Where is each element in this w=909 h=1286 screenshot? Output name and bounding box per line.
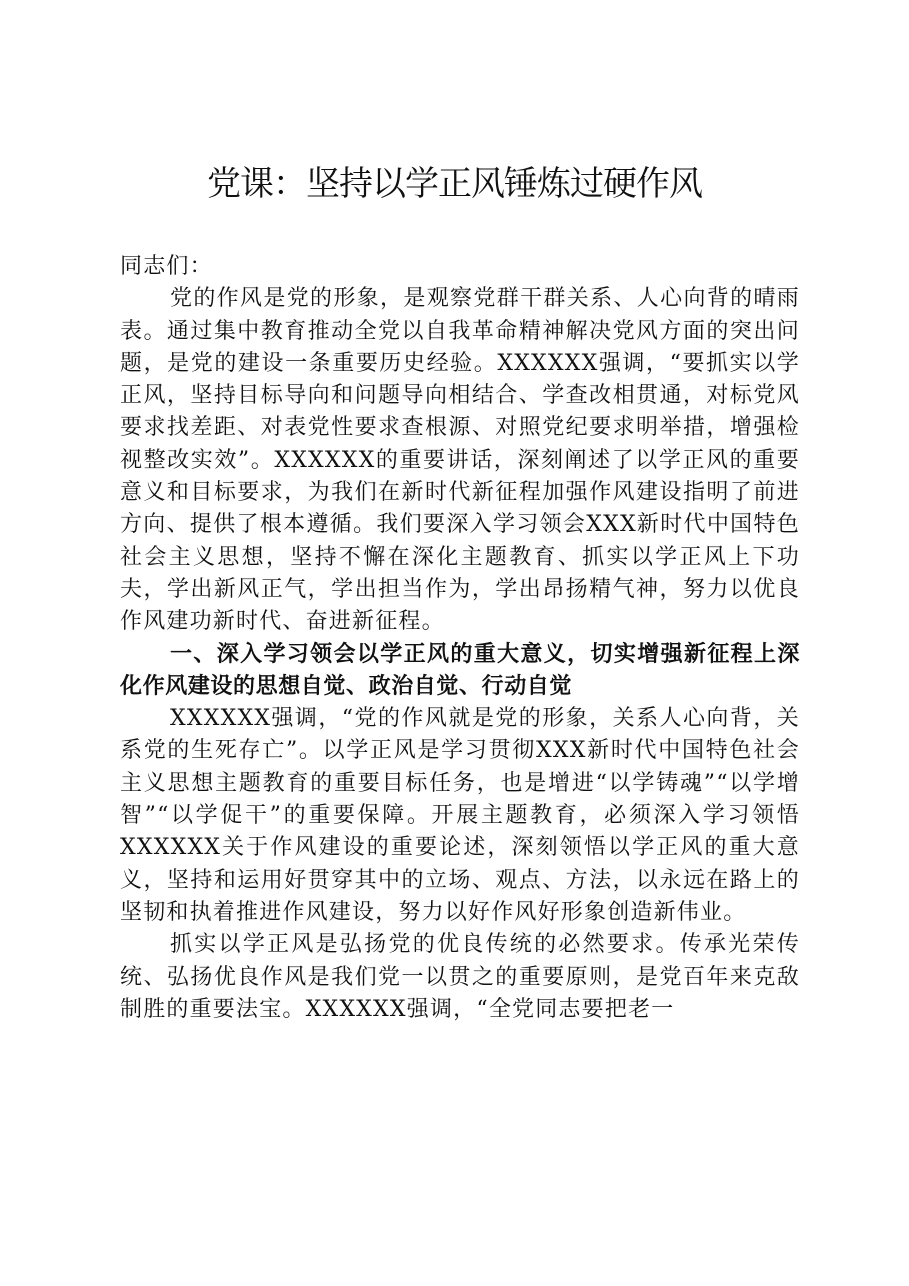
paragraph: XXXXXX强调，“党的作风就是党的形象，关系人心向背，关系党的生死存亡”。以学正风是学习贯彻XXX新时代中国特色社会主义思想主题教育的重要目标任务，也是增进“以学铸魂”“以学增智”“以学促干”的重要保障。开展主题教育，必须深入学习领悟XXXXXX关于作风建设的重要论述，深刻领悟以学正风的重大意义，坚持和运用好贯穿其中的立场、观点、方法，以永远在路上的坚韧和执着推进作风建设，努力以好作风好形象创造新伟业。 xyxy=(120,706,800,925)
document-body xyxy=(120,251,800,1026)
salutation: 同志们： xyxy=(120,254,213,279)
document-title: 党课：坚持以学正风锤炼过硬作风 xyxy=(207,164,702,204)
paragraph: 党的作风是党的形象，是观察党群干群关系、人心向背的晴雨表。通过集中教育推动全党以自我革命精神解决党风方面的突出问题，是党的建设一条重要历史经验。XXXXXX强调，“要抓实以学正风，坚持目标导向和问题导向相结合、学查改相贯通，对标党风要求找差距、对表党性要求查根源、对照党纪要求明举措，增强检视整改实效”。XXXXXX的重要讲话，深刻阐述了以学正风的重要意义和目标要求，为我们在新时代新征程加强作风建设指明了前进方向、提供了根本遵循。我们要深入学习领会XXX新时代中国特色社会主义思想，坚持不懈在深化主题教育、抓实以学正风上下功夫，学出新风正气，学出担当作为，学出昂扬精气神，努力以优良作风建功新时代、奋进新征程。 xyxy=(120,286,800,635)
section-heading: 一、深入学习领会以学正风的重大意义，切实增强新征程上深化作风建设的思想自觉、政治自觉、行动自觉 xyxy=(120,641,800,699)
paragraph: 抓实以学正风是弘扬党的优良传统的必然要求。传承光荣传统、弘扬优良作风是我们党一以贯之的重要原则，是党百年来克敌制胜的重要法宝。XXXXXX强调，“全党同志要把老一 xyxy=(120,932,800,1022)
